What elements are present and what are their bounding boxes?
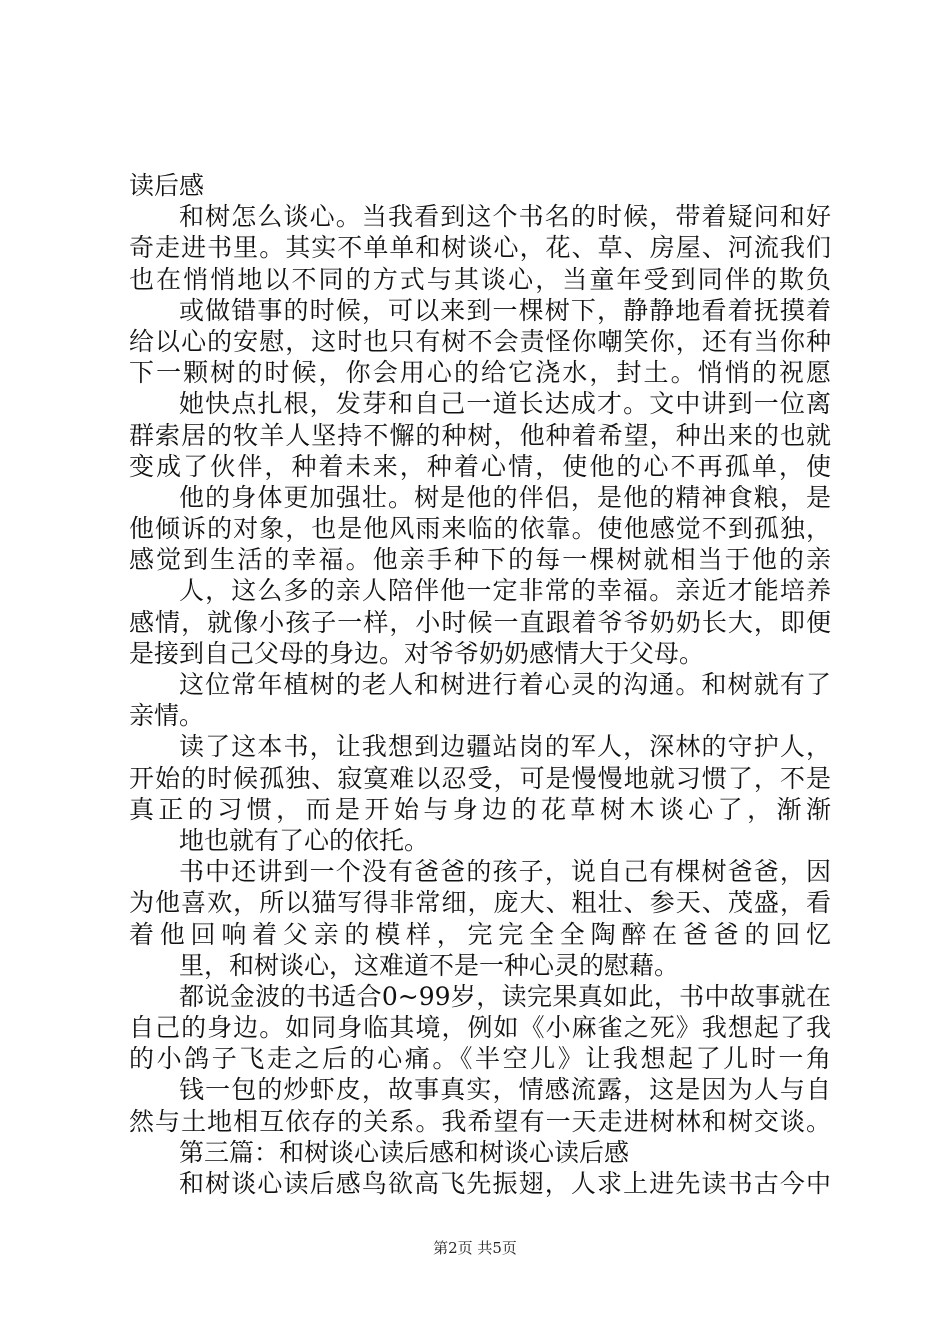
text-line: 奇走进书里。其实不单单和树谈心，花、草、房屋、河流我们 xyxy=(129,233,831,263)
text-line: 变成了伙伴，种着未来，种着心情，使他的心不再孤单，使 xyxy=(129,451,831,481)
document-body xyxy=(129,170,831,1199)
text-line: 感情，就像小孩子一样，小时候一直跟着爷爷奶奶长大，即便 xyxy=(129,607,831,637)
page-number: 第2页 共5页 xyxy=(433,1239,517,1257)
text-line: 下一颗树的时候，你会用心的给它浇水，封土。悄悄的祝愿 xyxy=(129,358,831,388)
text-line: 里，和树谈心，这难道不是一种心灵的慰藉。 xyxy=(179,950,680,980)
text-line: 着他回响着父亲的模样，完完全全陶醉在爸爸的回忆 xyxy=(129,919,831,949)
text-line: 然与土地相互依存的关系。我希望有一天走进树林和树交谈。 xyxy=(129,1106,831,1136)
text-line: 和树谈心读后感鸟欲高飞先振翅，人求上进先读书古今中 xyxy=(179,1169,831,1198)
text-line: 真正的习惯，而是开始与身边的花草树木谈心了，渐渐 xyxy=(129,794,831,824)
text-line: 钱一包的炒虾皮，故事真实，情感流露，这是因为人与自 xyxy=(179,1075,831,1105)
text-line: 也在悄悄地以不同的方式与其谈心，当童年受到同伴的欺负 xyxy=(129,264,831,294)
text-line: 亲情。 xyxy=(129,701,205,731)
text-line: 感觉到生活的幸福。他亲手种下的每一棵树就相当于他的亲 xyxy=(129,545,831,575)
text-line: 给以心的安慰，这时也只有树不会责怪你嘲笑你，还有当你种 xyxy=(129,326,831,356)
text-line: 群索居的牧羊人坚持不懈的种树，他种着希望，种出来的也就 xyxy=(129,420,831,450)
section-heading: 读后感 xyxy=(129,171,205,200)
text-line: 这位常年植树的老人和树进行着心灵的沟通。和树就有了 xyxy=(179,670,831,699)
text-line: 的小鸽子飞走之后的心痛。《半空儿》让我想起了儿时一角 xyxy=(129,1044,831,1074)
text-line: 和树怎么谈心。当我看到这个书名的时候，带着疑问和好 xyxy=(179,202,831,232)
text-line: 都说金波的书适合0~99岁，读完果真如此，书中故事就在 xyxy=(179,981,831,1011)
text-line: 书中还讲到一个没有爸爸的孩子，说自己有棵树爸爸，因 xyxy=(179,857,831,887)
text-line: 为他喜欢，所以猫写得非常细，庞大、粗壮、参天、茂盛，看 xyxy=(129,888,831,918)
text-line: 或做错事的时候，可以来到一棵树下，静静地看着抚摸着 xyxy=(179,295,831,325)
text-line: 地也就有了心的依托。 xyxy=(179,825,430,855)
chapter-heading: 第三篇：和树谈心读后感和树谈心读后感 xyxy=(179,1137,630,1167)
text-line: 他倾诉的对象，也是他风雨来临的依靠。使他感觉不到孤独， xyxy=(129,514,831,544)
text-line: 自己的身边。如同身临其境，例如《小麻雀之死》我想起了我 xyxy=(129,1013,831,1043)
text-line: 读了这本书，让我想到边疆站岗的军人，深林的守护人， xyxy=(179,732,831,762)
text-line: 人，这么多的亲人陪伴他一定非常的幸福。亲近才能培养 xyxy=(179,576,831,606)
text-line: 他的身体更加强壮。树是他的伴侣，是他的精神食粮，是 xyxy=(179,482,831,512)
text-line: 是接到自己父母的身边。对爷爷奶奶感情大于父母。 xyxy=(129,638,705,668)
text-line: 开始的时候孤独、寂寞难以忍受，可是慢慢地就习惯了，不是 xyxy=(129,763,831,793)
text-line: 她快点扎根，发芽和自己一道长达成才。文中讲到一位离 xyxy=(179,389,831,419)
